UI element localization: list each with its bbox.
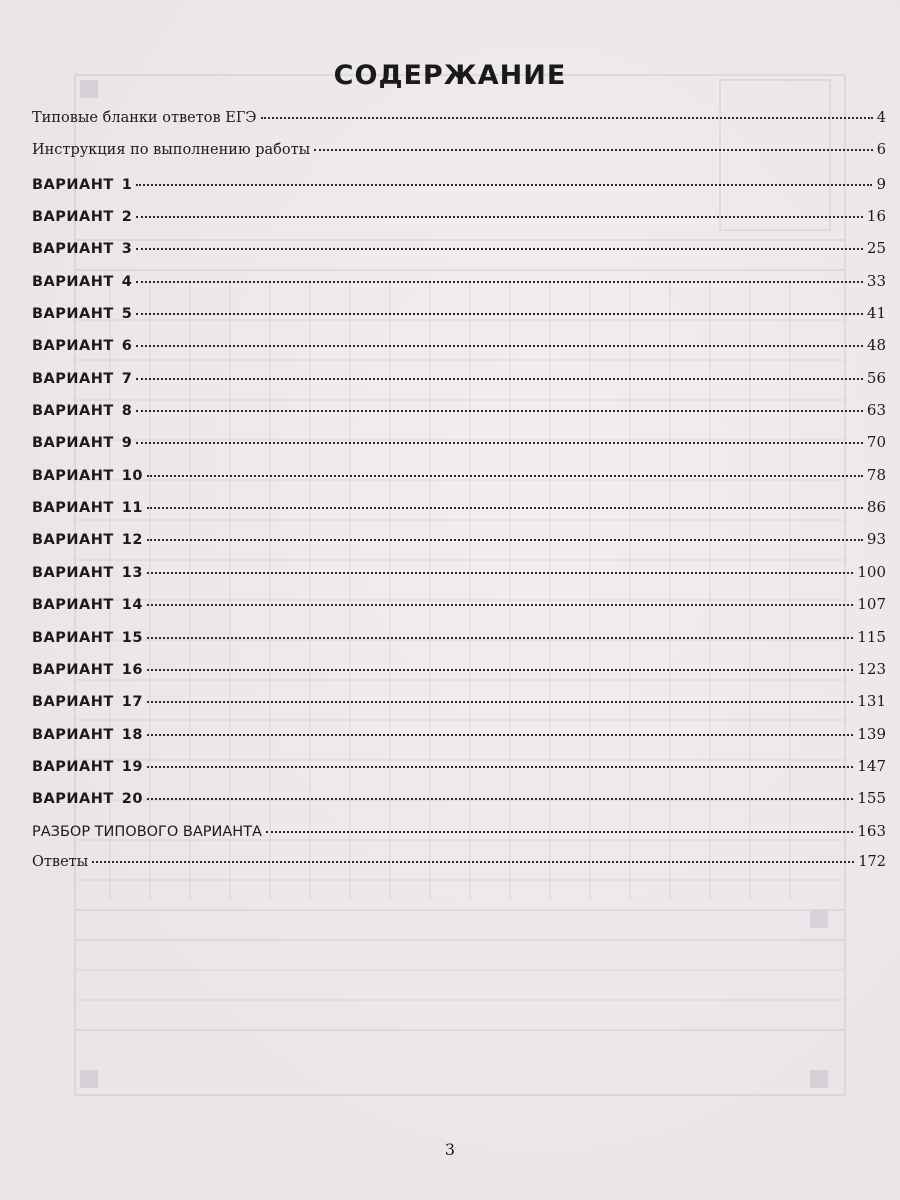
toc-entry: [32, 854, 886, 886]
toc-entry-title: ВАРИАНТ: [32, 791, 114, 808]
toc-entry-title: ВАРИАНТ: [32, 435, 114, 452]
toc-entry-title: ВАРИАНТ: [32, 209, 114, 226]
toc-entry: [32, 595, 886, 627]
toc-entry: [32, 628, 886, 660]
toc-entry-label: [32, 791, 143, 807]
toc-entry-label: [32, 662, 143, 678]
toc-dot-leader: [136, 184, 872, 186]
toc-dot-leader: [136, 216, 863, 218]
toc-dot-leader: [92, 861, 854, 863]
toc-entry-title: ВАРИАНТ: [32, 370, 114, 387]
toc-entry-variant-number: 8: [121, 403, 133, 420]
toc-entry-title: ВАРИАНТ: [32, 176, 114, 193]
toc-dot-leader: [136, 378, 863, 380]
page-title: СОДЕРЖАНИЕ: [333, 60, 567, 91]
toc-entry-label: [32, 371, 132, 387]
toc-entry: [32, 207, 886, 239]
toc-entry-title: ВАРИАНТ: [32, 532, 114, 549]
toc-entry-label: [32, 532, 143, 548]
toc-entry-page: 172: [858, 853, 886, 870]
toc-entry-label: [32, 500, 143, 516]
toc-entry-label: [32, 435, 132, 451]
toc-entry-title: РАЗБОР ТИПОВОГО ВАРИАНТА: [32, 823, 262, 840]
toc-entry-label: [32, 565, 143, 581]
toc-dot-leader: [147, 637, 853, 639]
toc-entry-label: [32, 727, 143, 743]
toc-entry-variant-number: 20: [121, 791, 143, 808]
toc-dot-leader: [147, 701, 853, 703]
toc-entry-variant-number: 12: [121, 532, 143, 549]
toc-entry-title: ВАРИАНТ: [32, 306, 114, 323]
toc-dot-leader: [147, 798, 853, 800]
toc-entry-label: [32, 403, 132, 419]
toc-entry-page: 86: [866, 498, 886, 517]
toc-entry: [32, 272, 886, 304]
toc-entry-page: 78: [866, 465, 886, 484]
toc-entry-variant-number: 16: [121, 661, 143, 678]
toc-entry: [32, 175, 886, 207]
toc-entry-label: [32, 824, 262, 840]
toc-entry-label: [32, 306, 132, 322]
toc-entry: [32, 498, 886, 530]
toc-entry-page: 41: [866, 304, 886, 323]
toc-entry-title: Инструкция по выполнению работы: [32, 142, 311, 159]
toc-entry-variant-number: 7: [121, 370, 133, 387]
toc-entry-title: ВАРИАНТ: [32, 241, 114, 258]
toc-dot-leader: [261, 117, 873, 119]
toc-entry: [32, 110, 886, 142]
toc-entry-variant-number: 6: [121, 338, 133, 355]
toc-dot-leader: [314, 149, 873, 151]
toc-entry-page: 16: [866, 207, 886, 226]
toc-entry-page: 6: [876, 142, 886, 159]
toc-entry-page: 33: [866, 271, 886, 290]
toc-entry-label: [32, 597, 143, 613]
toc-entry-title: Ответы: [32, 853, 89, 870]
toc-entry-title: ВАРИАНТ: [32, 694, 114, 711]
toc-entry-page: 4: [876, 110, 886, 126]
table-of-contents: [32, 110, 886, 886]
toc-entry: [32, 563, 886, 595]
toc-entry-title: ВАРИАНТ: [32, 597, 114, 614]
toc-entry-page: 123: [857, 659, 886, 678]
toc-dot-leader: [147, 669, 853, 671]
toc-entry-variant-number: 14: [121, 597, 143, 614]
toc-dot-leader: [136, 313, 863, 315]
toc-entry: [32, 336, 886, 368]
toc-entry-variant-number: 4: [121, 273, 133, 290]
toc-entry: [32, 660, 886, 692]
toc-entry-label: [32, 338, 132, 354]
toc-entry-title: ВАРИАНТ: [32, 661, 114, 678]
toc-entry-page: 107: [857, 595, 886, 614]
toc-entry-variant-number: 15: [121, 629, 143, 646]
toc-entry-label: [32, 468, 143, 484]
toc-entry-title: Типовые бланки ответов ЕГЭ: [32, 110, 257, 126]
toc-dot-leader: [136, 345, 863, 347]
toc-entry-label: [32, 177, 132, 193]
toc-entry-title: ВАРИАНТ: [32, 726, 114, 743]
toc-entry-variant-number: 18: [121, 726, 143, 743]
toc-entry-label: [32, 274, 132, 290]
toc-entry-page: 131: [857, 692, 886, 711]
toc-entry: [32, 239, 886, 271]
toc-dot-leader: [147, 604, 853, 606]
toc-entry-page: 100: [857, 562, 886, 581]
toc-entry-title: ВАРИАНТ: [32, 758, 114, 775]
toc-entry-variant-number: 19: [121, 758, 143, 775]
toc-entry: [32, 789, 886, 821]
toc-entry-variant-number: 11: [121, 500, 143, 517]
toc-entry-variant-number: 17: [121, 694, 143, 711]
toc-dot-leader: [136, 281, 863, 283]
toc-entry-page: 139: [857, 724, 886, 743]
toc-entry-page: 9: [876, 174, 886, 193]
toc-entry-label: [32, 759, 143, 775]
toc-entry-title: ВАРИАНТ: [32, 338, 114, 355]
toc-entry: [32, 142, 886, 174]
toc-entry-title: ВАРИАНТ: [32, 467, 114, 484]
toc-dot-leader: [147, 734, 853, 736]
toc-entry-page: 115: [857, 627, 886, 646]
toc-entry-page: 25: [866, 239, 886, 258]
toc-entry-label: [32, 694, 143, 710]
toc-entry-label: [32, 241, 132, 257]
toc-entry-page: 163: [857, 821, 886, 840]
page-number: 3: [444, 1140, 456, 1159]
toc-entry: [32, 822, 886, 854]
toc-entry-label: [32, 854, 88, 870]
toc-entry: [32, 692, 886, 724]
toc-dot-leader: [266, 831, 853, 833]
toc-entry-label: [32, 110, 257, 126]
toc-dot-leader: [147, 507, 863, 509]
toc-entry: [32, 757, 886, 789]
toc-entry-variant-number: 13: [121, 564, 143, 581]
toc-entry-title: ВАРИАНТ: [32, 500, 114, 517]
toc-entry-page: 70: [866, 433, 886, 452]
toc-entry-page: 155: [857, 789, 886, 808]
toc-entry-title: ВАРИАНТ: [32, 273, 114, 290]
toc-entry-variant-number: 10: [121, 467, 143, 484]
toc-entry: [32, 466, 886, 498]
toc-dot-leader: [136, 248, 863, 250]
toc-dot-leader: [136, 410, 863, 412]
toc-entry-variant-number: 1: [121, 176, 133, 193]
toc-entry-variant-number: 2: [121, 209, 133, 226]
toc-entry: [32, 725, 886, 757]
toc-dot-leader: [136, 442, 863, 444]
toc-dot-leader: [147, 539, 863, 541]
toc-entry-page: 56: [866, 368, 886, 387]
toc-entry-variant-number: 5: [121, 306, 133, 323]
toc-entry-page: 147: [857, 756, 886, 775]
toc-dot-leader: [147, 475, 863, 477]
toc-entry-label: [32, 630, 143, 646]
toc-entry-variant-number: 9: [121, 435, 133, 452]
toc-entry-title: ВАРИАНТ: [32, 403, 114, 420]
toc-entry-label: [32, 209, 132, 225]
toc-entry: [32, 433, 886, 465]
toc-dot-leader: [147, 766, 853, 768]
toc-dot-leader: [147, 572, 853, 574]
toc-entry-page: 93: [866, 530, 886, 549]
toc-entry-page: 63: [866, 401, 886, 420]
toc-entry-title: ВАРИАНТ: [32, 564, 114, 581]
toc-entry-title: ВАРИАНТ: [32, 629, 114, 646]
toc-entry-variant-number: 3: [121, 241, 133, 258]
toc-entry: [32, 401, 886, 433]
toc-entry: [32, 530, 886, 562]
toc-entry: [32, 304, 886, 336]
toc-entry-label: [32, 142, 310, 158]
toc-entry: [32, 369, 886, 401]
toc-entry-page: 48: [866, 336, 886, 355]
